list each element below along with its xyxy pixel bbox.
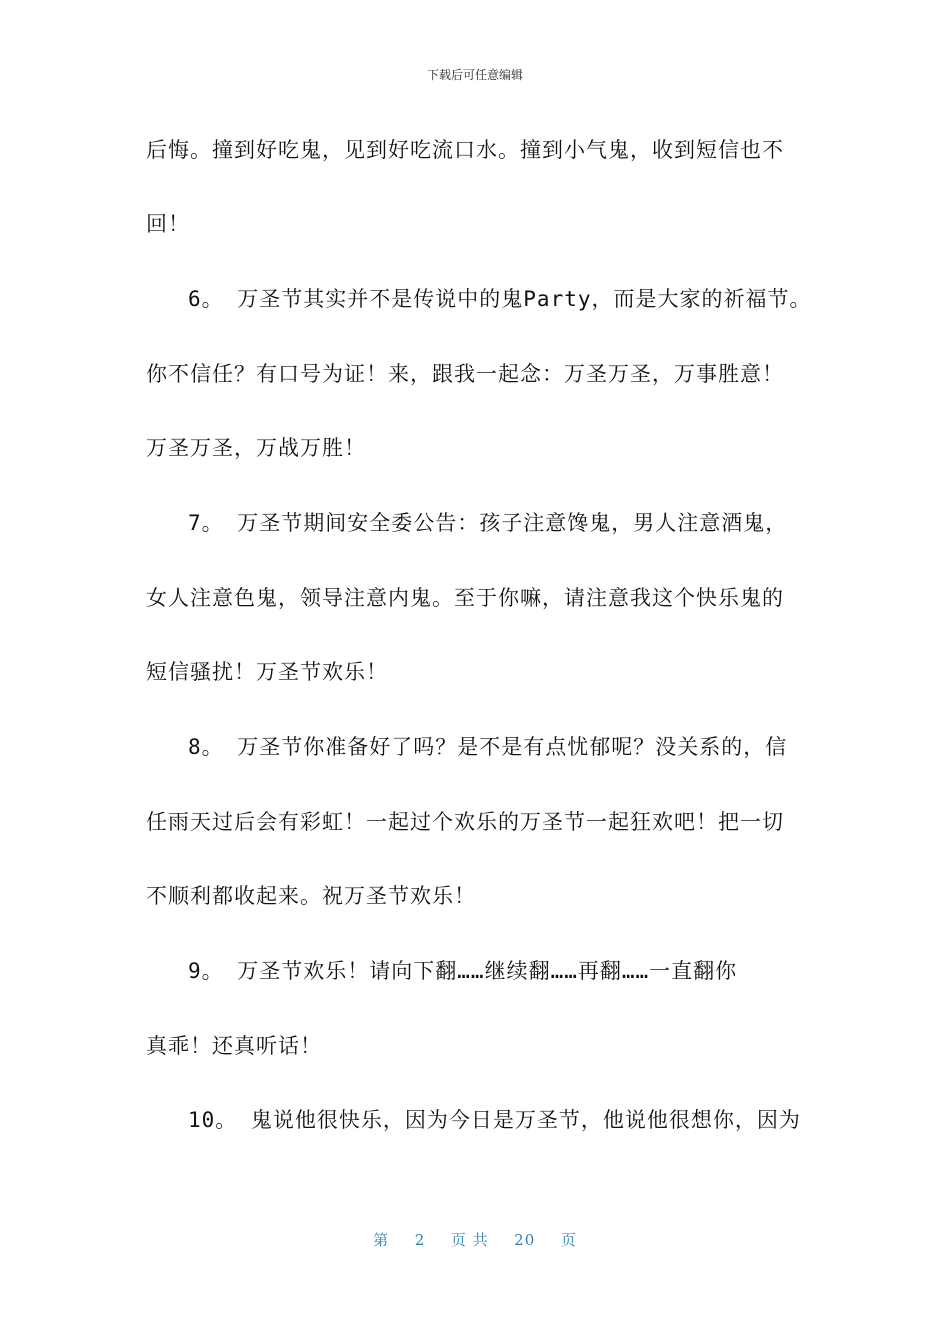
text-line: 不顺利都收起来。祝万圣节欢乐！ [146, 884, 476, 908]
text-line-item-8: 8。 万圣节你准备好了吗？是不是有点忧郁呢？没关系的，信 [188, 735, 788, 759]
total-pages-number: 20 [514, 1231, 536, 1249]
text-line: 短信骚扰！万圣节欢乐！ [146, 660, 388, 684]
text-line-item-6: 6。 万圣节其实并不是传说中的鬼Party，而是大家的祈福节。 [188, 287, 812, 311]
page-footer [0, 1229, 950, 1250]
text-line-item-7: 7。 万圣节期间安全委公告：孩子注意馋鬼，男人注意酒鬼， [188, 511, 788, 535]
text-line: 女人注意色鬼，领导注意内鬼。至于你嘛，请注意我这个快乐鬼的 [146, 586, 784, 610]
text-line: 万圣万圣，万战万胜！ [146, 436, 366, 460]
text-line: 真乖！还真听话！ [146, 1034, 322, 1058]
text-line: 任雨天过后会有彩虹！一起过个欢乐的万圣节一起狂欢吧！把一切 [146, 810, 784, 834]
page-header-note: 下载后可任意编辑 [426, 68, 523, 82]
footer-suffix: 页 [560, 1231, 577, 1249]
text-line-item-9: 9。 万圣节欢乐！请向下翻……继续翻……再翻……一直翻你 [188, 959, 738, 983]
current-page-number: 2 [414, 1231, 426, 1249]
text-line: 你不信任？有口号为证！来，跟我一起念：万圣万圣，万事胜意！ [146, 362, 784, 386]
text-line: 回！ [146, 212, 190, 236]
text-line: 后悔。撞到好吃鬼，见到好吃流口水。撞到小气鬼，收到短信也不 [146, 138, 784, 162]
footer-middle: 页 共 [450, 1231, 489, 1249]
footer-prefix: 第 [373, 1231, 390, 1249]
text-line-item-10: 10。 鬼说他很快乐，因为今日是万圣节，他说他很想你，因为 [188, 1108, 801, 1132]
